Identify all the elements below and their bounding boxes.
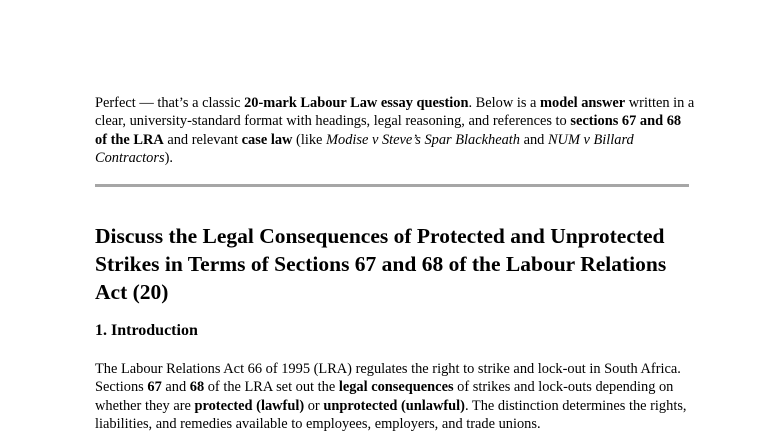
body-emphasis-section-67: 67	[147, 379, 162, 396]
body-text: and	[161, 379, 190, 396]
body-text: of the LRA set out the	[204, 379, 339, 396]
horizontal-divider	[95, 184, 689, 187]
intro-text: and relevant	[163, 131, 242, 148]
body-text: . The distinction determines the rights, liabilities, and remedies available to employees, employers, and trade unions.	[95, 397, 687, 432]
document-title: Discuss the Legal Consequences of Protected and Unprotected Strikes in Terms of Sections 67 and 68 of the Labour Relations Act (20)	[95, 224, 667, 304]
intro-text: ).	[164, 149, 173, 166]
body-emphasis-section-68: 68	[189, 379, 205, 396]
introduction-paragraph	[95, 360, 695, 433]
body-emphasis-legal-consequences: legal consequences	[338, 379, 454, 396]
intro-emphasis-essay-question: 20-mark Labour Law essay question	[244, 95, 469, 111]
intro-text: (like	[292, 131, 327, 148]
intro-emphasis-sections: sections 67 and 68 of the LRA	[95, 113, 682, 148]
body-emphasis-protected: protected (lawful)	[194, 397, 305, 414]
intro-case-modise: Modise v Steve’s Spar Blackheath	[326, 131, 520, 148]
section-heading-introduction: 1. Introduction	[95, 322, 198, 339]
intro-text: . Below is a	[468, 95, 541, 111]
body-text: The Labour Relations Act 66 of 1995 (LRA) regulates the right to strike and lock-out in South Africa. Sections	[95, 361, 681, 396]
intro-text: written in a clear, university-standard format with headings, legal reasoning, and references to	[95, 95, 695, 130]
intro-text: and	[519, 131, 548, 148]
body-text: of strikes and lock-outs depending on whether they are	[95, 379, 674, 414]
body-emphasis-unprotected: unprotected (unlawful)	[323, 397, 465, 414]
body-text: or	[304, 397, 324, 414]
intro-emphasis-case-law: case law	[241, 131, 293, 148]
intro-emphasis-model-answer: model answer	[540, 95, 626, 111]
intro-paragraph	[95, 94, 695, 167]
intro-text: Perfect — that’s a classic	[95, 95, 245, 111]
intro-case-num: NUM v Billard Contractors	[95, 131, 634, 166]
